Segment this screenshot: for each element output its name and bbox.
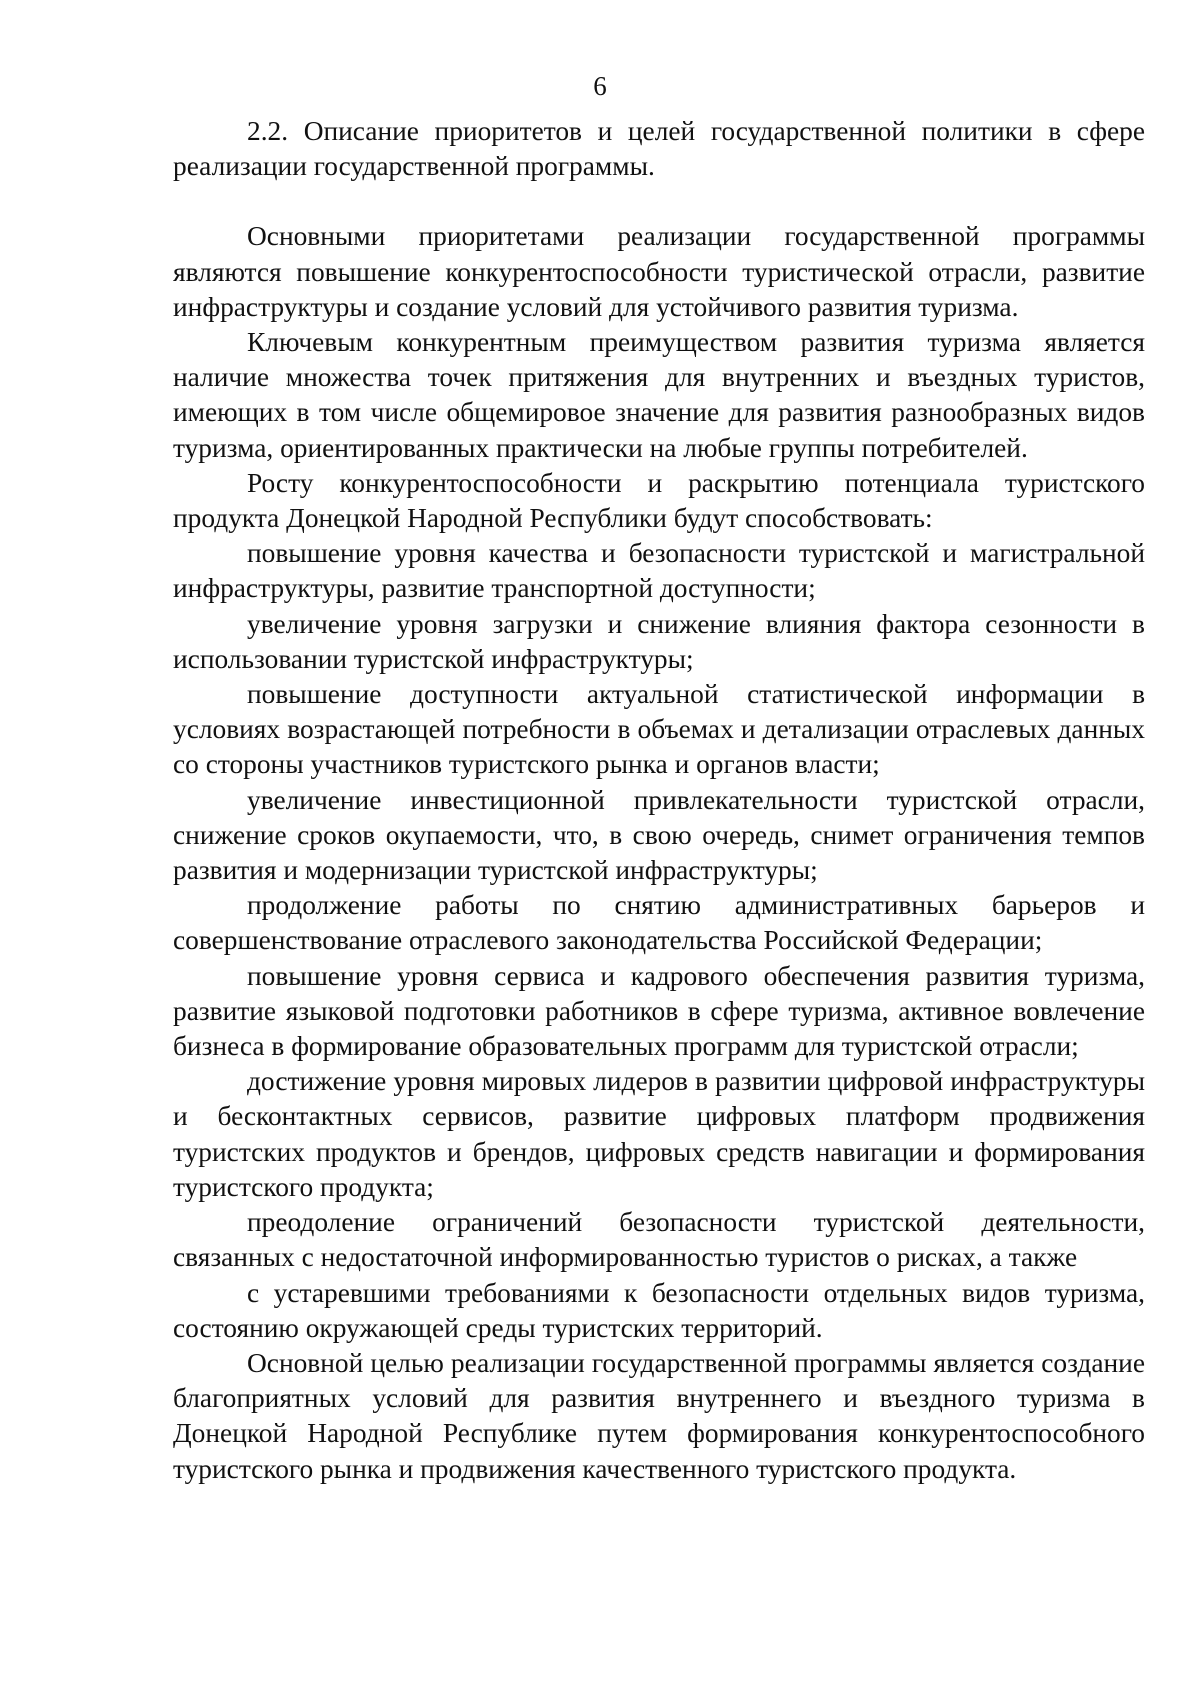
document-body [173,114,1145,1487]
list-item: продолжение работы по снятию административных барьеров и совершенствование отраслевого законодательства Российской Федерации; [173,890,1145,956]
list-item: увеличение инвестиционной привлекательности туристской отрасли, снижение сроков окупаемости, что, в свою очередь, снимет ограничения темпов развития и модернизации туристской инфраструктуры; [173,784,1145,886]
paragraph: Росту конкурентоспособности и раскрытию потенциала туристского продукта Донецкой Народной Республики будут способствовать: [173,467,1145,534]
paragraph: Ключевым конкурентным преимуществом развития туризма является наличие множества точек притяжения для внутренних и въездных туристов, имеющих в том числе общемировое значение для развития разнообразных видов туризма, ориентированных практически на любые группы потребителей. [173,327,1145,463]
list-item: увеличение уровня загрузки и снижение влияния фактора сезонности в использовании туристской инфраструктуры; [173,608,1145,674]
list-item: преодоление ограничений безопасности туристской деятельности, связанных с недостаточной информированностью туристов о рисках, а также [173,1207,1145,1273]
paragraph: Основными приоритетами реализации государственной программы являются повышение конкурентоспособности туристической отрасли, развитие инфраструктуры и создание условий для устойчивого развития туризма. [173,221,1145,322]
list-item: повышение доступности актуальной статистической информации в условиях возрастающей потребности в объемах и детализации отраслевых данных со стороны участников туристского рынка и органов власти; [173,679,1145,780]
list-item: достижение уровня мировых лидеров в развитии цифровой инфраструктуры и бесконтактных сервисов, развитие цифровых платформ продвижения туристских продуктов и брендов, цифровых средств навигации и формирования туристского продукта; [173,1066,1145,1202]
list-item: повышение уровня сервиса и кадрового обеспечения развития туризма, развитие языковой подготовки работников в сфере туризма, активное вовлечение бизнеса в формирование образовательных программ для туристской отрасли; [173,960,1145,1062]
section-title: 2.2. Описание приоритетов и целей государственной политики в сфере реализации государственной программы. [173,116,1145,182]
list-item-continuation: с устаревшими требованиями к безопасности отдельных видов туризма, состоянию окружающей среды туристских территорий. [173,1277,1145,1343]
page-number: 6 [593,71,607,101]
paragraph: Основной целью реализации государственной программы является создание благоприятных условий для развития внутреннего и въездного туризма в Донецкой Народной Республике путем формирования конкурентоспособного туристского рынка и продвижения качественного туристского продукта. [173,1347,1145,1484]
list-item: повышение уровня качества и безопасности туристской и магистральной инфраструктуры, развитие транспортной доступности; [173,538,1145,604]
